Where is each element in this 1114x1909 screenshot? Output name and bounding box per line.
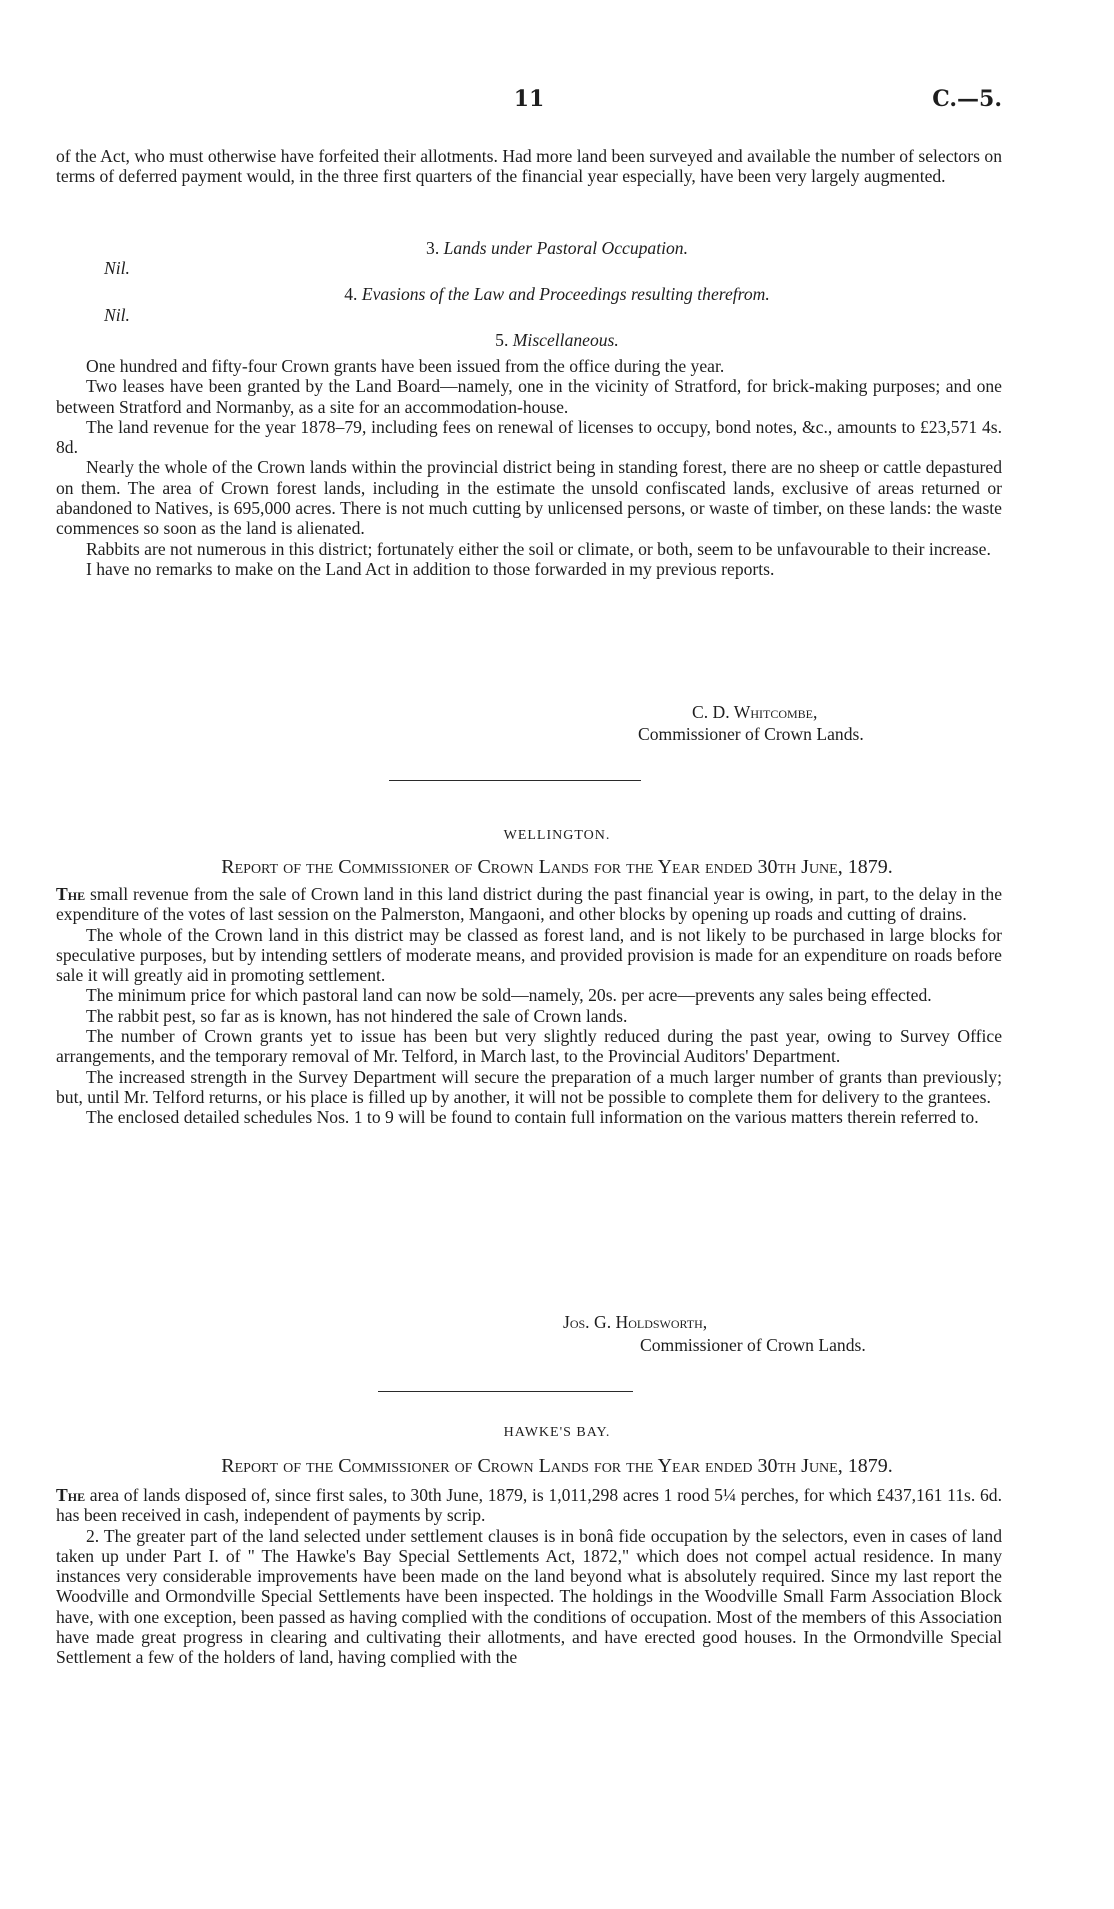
section-4-title: Evasions of the Law and Proceedings resulting therefrom. (361, 284, 770, 304)
paragraph: The small revenue from the sale of Crown land in this land district during the past financial year is owing, in part, to the delay in the expenditure of the votes of last session on the Palmerston, Mangaoni, and other blocks by opening up roads and cutting of drains. (56, 884, 1002, 925)
section-3-nil: Nil. (104, 258, 130, 278)
wellington-heading: WELLINGTON. (503, 828, 611, 843)
section-4-heading (0, 284, 1114, 305)
signature-whitcombe-name: C. D. Whitcombe, (692, 702, 818, 722)
paragraph: Rabbits are not numerous in this district; fortunately either the soil or climate, or both, seem to be unfavourable to their increase. (86, 538, 991, 559)
paragraph: The rabbit pest, so far as is known, has not hindered the sale of Crown lands. (86, 1005, 628, 1026)
section-3-title: Lands under Pastoral Occupation. (443, 238, 688, 258)
paragraph: I have no remarks to make on the Land Act in addition to those forwarded in my previous reports. (86, 558, 775, 579)
paragraph: The number of Crown grants yet to issue has been but very slightly reduced during the past year, owing to Survey Office arrangements, and the temporary removal of Mr. Telford, in March last, to the Provincial Auditors' Department. (56, 1026, 1002, 1067)
paragraph: The increased strength in the Survey Department will secure the preparation of a much larger number of grants than previously; but, until Mr. Telford returns, or his place is filled up by another, it will not be possible to complete them for delivery to the grantees. (56, 1066, 1002, 1107)
section-3-number: 3. (426, 238, 440, 258)
signature-holdsworth-name: Jos. G. Holdsworth, (563, 1312, 708, 1332)
paragraph: Nearly the whole of the Crown lands within the provincial district being in standing forest, there are no sheep or cattle depastured on them. The area of Crown forest lands, including in the estimate the unsold confiscated lands, exclusive of areas returned or abandoned to Natives, is 695,000 acres. There is not much cutting by unlicensed persons, or waste of timber, on these lands: the waste commences so soon as the land is alienated. (56, 457, 1002, 539)
signature-holdsworth-title: Commissioner of Crown Lands. (640, 1335, 866, 1355)
lead-word: The (56, 884, 86, 904)
paragraph: The whole of the Crown land in this district may be classed as forest land, and is not likely to be purchased in large blocks for speculative purposes, but by intending settlers of moderate means, and provided provision is made for an expenditure on roads before sale it will greatly aid in promoting settlement. (56, 924, 1002, 986)
page-number: 11 (513, 86, 545, 112)
paragraph: One hundred and fifty-four Crown grants have been issued from the office during the year. (86, 356, 725, 376)
document-reference: C.—5. (932, 86, 1002, 112)
page-header (56, 86, 1002, 116)
hawkes-bay-heading: HAWKE'S BAY. (503, 1425, 611, 1440)
paragraph: 2. The greater part of the land selected under settlement clauses is in bonâ fide occupation by the selectors, even in cases of land taken up under Part I. of " The Hawke's Bay Special Settlements Act, 1872," which does not compel actual residence. In many instances very considerable improvements have been made on the land beyond what is absolutely required. Since my last report the Woodville and Ormondville Special Settlements have been inspected. The holdings in the Woodville Small Farm Association Block have, with one exception, been passed as having complied with the conditions of occupation. Most of the members of this Association have made great progress in clearing and cultivating their allotments, and have erected good houses. In the Ormondville Special Settlement a few of the holders of land, having complied with the (56, 1525, 1002, 1668)
section-4-number: 4. (344, 284, 358, 304)
wellington-report-title: Report of the Commissioner of Crown Lands for the Year ended 30th June, 1879. (221, 856, 893, 878)
lead-word: The (56, 1485, 86, 1505)
hawkes-bay-body (56, 1485, 1002, 1668)
section-5-number: 5. (495, 330, 509, 350)
section-divider (378, 1391, 633, 1392)
section-4-nil: Nil. (104, 305, 130, 325)
section-5-body (56, 356, 1002, 579)
paragraph: Two leases have been granted by the Land Board—namely, one in the vicinity of Stratford, for brick-making purposes; and one between Stratford and Normanby, as a site for an accommodation-house. (56, 376, 1002, 417)
paragraph: The enclosed detailed schedules Nos. 1 to 9 will be found to contain full information on the various matters therein referred to. (86, 1107, 979, 1128)
signature-whitcombe-title: Commissioner of Crown Lands. (638, 724, 864, 744)
paragraph: The land revenue for the year 1878–79, including fees on renewal of licenses to occupy, bond notes, &c., amounts to £23,571 4s. 8d. (56, 416, 1002, 458)
section-5-heading (0, 330, 1114, 351)
wellington-body (56, 884, 1002, 1128)
intro-paragraph (56, 146, 1002, 187)
paragraph: The area of lands disposed of, since first sales, to 30th June, 1879, is 1,011,298 acres 1 rood 5¼ perches, for which £437,161 11s. 6d. has been received in cash, independent of payments by scrip. (56, 1485, 1002, 1526)
section-3-heading (0, 238, 1114, 259)
paragraph: The minimum price for which pastoral land can now be sold—namely, 20s. per acre—prevents any sales being effected. (86, 985, 932, 1006)
intro-text: of the Act, who must otherwise have forfeited their allotments. Had more land been surveyed and available the number of selectors on terms of deferred payment would, in the three first quarters of the financial year especially, have been very largely augmented. (56, 146, 1002, 187)
hawkes-bay-report-title: Report of the Commissioner of Crown Lands for the Year ended 30th June, 1879. (221, 1455, 893, 1477)
section-5-title: Miscellaneous. (512, 330, 619, 350)
section-divider (389, 780, 641, 781)
